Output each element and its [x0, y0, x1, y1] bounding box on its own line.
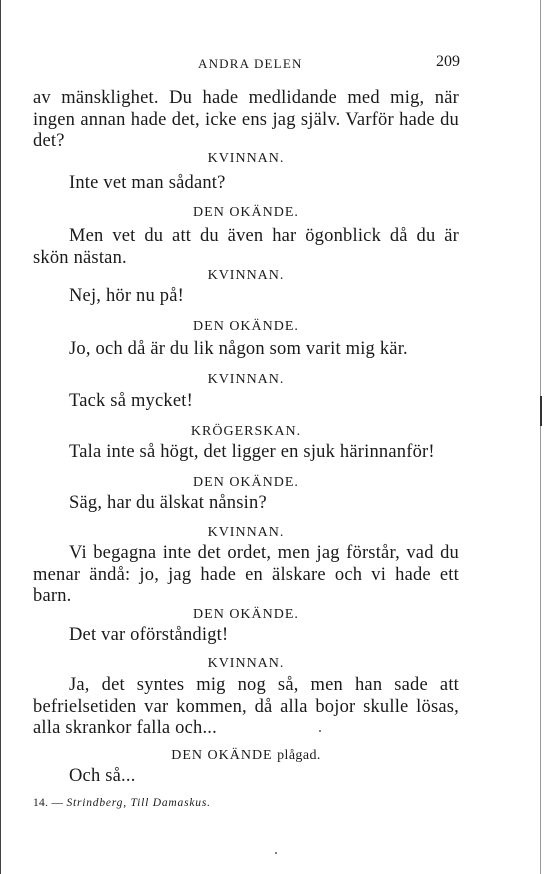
line-kvinnan-2: Nej, hör nu på!	[69, 286, 184, 306]
speaker-krogerskan: KRÖGERSKAN.	[190, 424, 302, 439]
line-den-okande-4: Det var oförståndigt!	[69, 625, 229, 645]
line-den-okande-5: Och så...	[69, 766, 136, 786]
speaker-den-okande-4: DEN OKÄNDE.	[193, 607, 299, 622]
page-number: 209	[436, 53, 460, 70]
speaker-kvinnan-2: KVINNAN.	[207, 268, 285, 283]
speaker-name: DEN OKÄNDE	[171, 748, 273, 763]
line-krogerskan: Tala inte så högt, det ligger en sjuk härinnanför!	[69, 442, 435, 462]
speaker-kvinnan-1: KVINNAN.	[207, 151, 285, 166]
signature-mark: 14. —	[33, 797, 64, 809]
speaker-kvinnan-3: KVINNAN.	[207, 372, 285, 387]
speck	[275, 852, 277, 854]
line-den-okande-2: Jo, och då är du lik någon som varit mig kär.	[69, 339, 408, 359]
speaker-den-okande-3: DEN OKÄNDE.	[193, 475, 299, 490]
running-head: ANDRA DELEN	[198, 56, 303, 71]
line-den-okande-1: Men vet du att du även har ögonblick då du är skön nästan.	[33, 226, 459, 268]
line-kvinnan-4: Vi begagna inte det ordet, men jag förstår, vad du menar ändå: jo, jag hade en älskare och vi hade ett barn.	[33, 543, 459, 606]
line-kvinnan-5: Ja, det syntes mig nog så, men han sade att befrielsetiden var kommen, då alla bojor skulle lösas, alla skrankor falla och...	[33, 675, 459, 738]
paragraph-1: av mänsklighet. Du hade medlidande med mig, när ingen annan hade det, icke ens jag själv. Varför hade du det?	[33, 88, 459, 151]
speaker-den-okande-5	[33, 748, 459, 764]
book-title: Strindberg, Till Damaskus.	[66, 797, 211, 809]
speaker-den-okande-1: DEN OKÄNDE.	[193, 205, 299, 220]
speaker-den-okande-2: DEN OKÄNDE.	[193, 319, 299, 334]
speck	[319, 730, 321, 732]
stage-direction: plågad.	[277, 748, 321, 763]
line-kvinnan-1: Inte vet man sådant?	[69, 173, 226, 193]
footer	[33, 797, 211, 809]
page-edge-right	[540, 0, 541, 874]
line-kvinnan-3: Tack så mycket!	[69, 391, 193, 411]
page-edge-mark	[540, 396, 542, 426]
speaker-kvinnan-5: KVINNAN.	[207, 656, 285, 671]
page-edge-left	[0, 0, 1, 874]
line-den-okande-3: Säg, har du älskat nånsin?	[69, 493, 267, 513]
speaker-kvinnan-4: KVINNAN.	[207, 525, 285, 540]
